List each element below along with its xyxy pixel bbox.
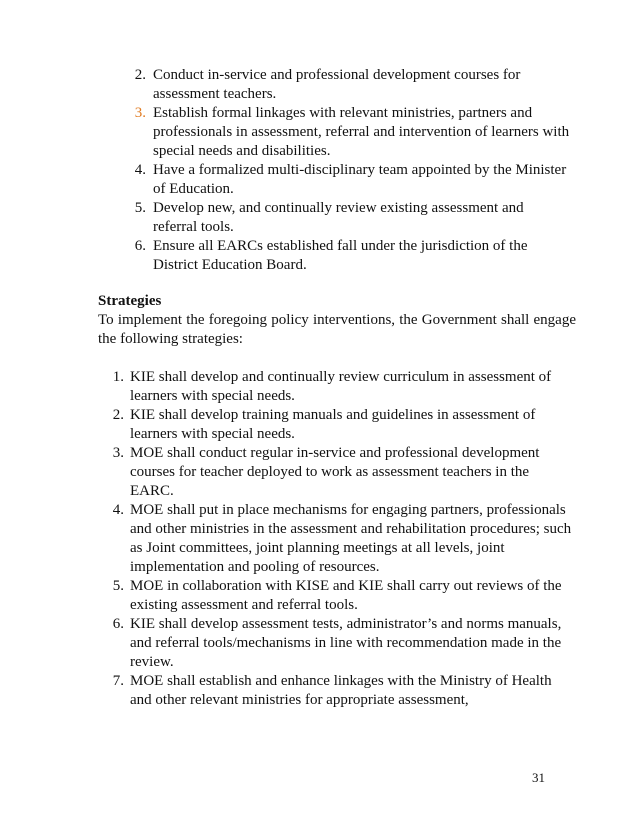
list-item-text: KIE shall develop and continually review curriculum in assessment of learners with special needs. [130, 369, 552, 404]
list-item-number: 7. [112, 673, 124, 689]
list-item-text: KIE shall develop training manuals and guidelines in assessment of learners with special needs. [130, 407, 536, 442]
list-item-number: 5. [134, 200, 146, 216]
list-item-text: Establish formal linkages with relevant ministries, partners and professionals in assessment, referral and intervention of learners with special needs and disabilities. [153, 105, 570, 159]
section-intro-paragraph: To implement the foregoing policy interventions, the Government shall engage the following strategies: [98, 312, 576, 347]
list-item-text: MOE shall put in place mechanisms for engaging partners, professionals and other ministries in the assessment and rehabilitation procedures; such as Joint committees, joint planning meetings at all levels, joint implementation and pooling of resources. [130, 502, 572, 575]
list-item-text: Have a formalized multi-disciplinary team appointed by the Minister of Education. [153, 162, 567, 197]
list-item [100, 66, 570, 104]
list-item [100, 104, 570, 161]
list-item-text: MOE shall conduct regular in-service and professional development courses for teacher deployed to work as assessment teachers in the EARC. [130, 445, 540, 499]
list-item [98, 368, 576, 406]
list-item-number: 4. [134, 162, 146, 178]
section-heading: Strategies [98, 293, 162, 309]
list-item [98, 577, 576, 615]
list-item [100, 237, 570, 275]
list-item-number: 2. [134, 67, 146, 83]
list-item [100, 199, 570, 237]
list-item-text: Ensure all EARCs established fall under the jurisdiction of the District Education Board. [153, 238, 528, 273]
list-item [98, 444, 576, 501]
list-item [100, 161, 570, 199]
policy-list-continued [100, 66, 570, 275]
list-item [98, 615, 576, 672]
list-item-number: 1. [112, 369, 124, 385]
list-item-number: 5. [112, 578, 124, 594]
list-item-text: Conduct in-service and professional development courses for assessment teachers. [153, 67, 521, 102]
list-item-text: Develop new, and continually review existing assessment and referral tools. [153, 200, 524, 235]
list-item-number: 4. [112, 502, 124, 518]
list-item [98, 406, 576, 444]
page-number: 31 [532, 770, 545, 785]
list-item-text: MOE in collaboration with KISE and KIE shall carry out reviews of the existing assessment and referral tools. [130, 578, 562, 613]
list-item-number: 6. [112, 616, 124, 632]
list-item-number: 6. [134, 238, 146, 254]
strategies-list [98, 368, 576, 710]
list-item [98, 672, 576, 710]
list-item-number: 2. [112, 407, 124, 423]
list-item-text: KIE shall develop assessment tests, administrator’s and norms manuals, and referral tools/mechanisms in line with recommendation made in the review. [130, 616, 562, 670]
list-item-number-highlighted: 3. [134, 105, 146, 121]
list-item [98, 501, 576, 577]
list-item-number: 3. [112, 445, 124, 461]
list-item-text: MOE shall establish and enhance linkages with the Ministry of Health and other relevant ministries for appropriate assessment, [130, 673, 552, 708]
